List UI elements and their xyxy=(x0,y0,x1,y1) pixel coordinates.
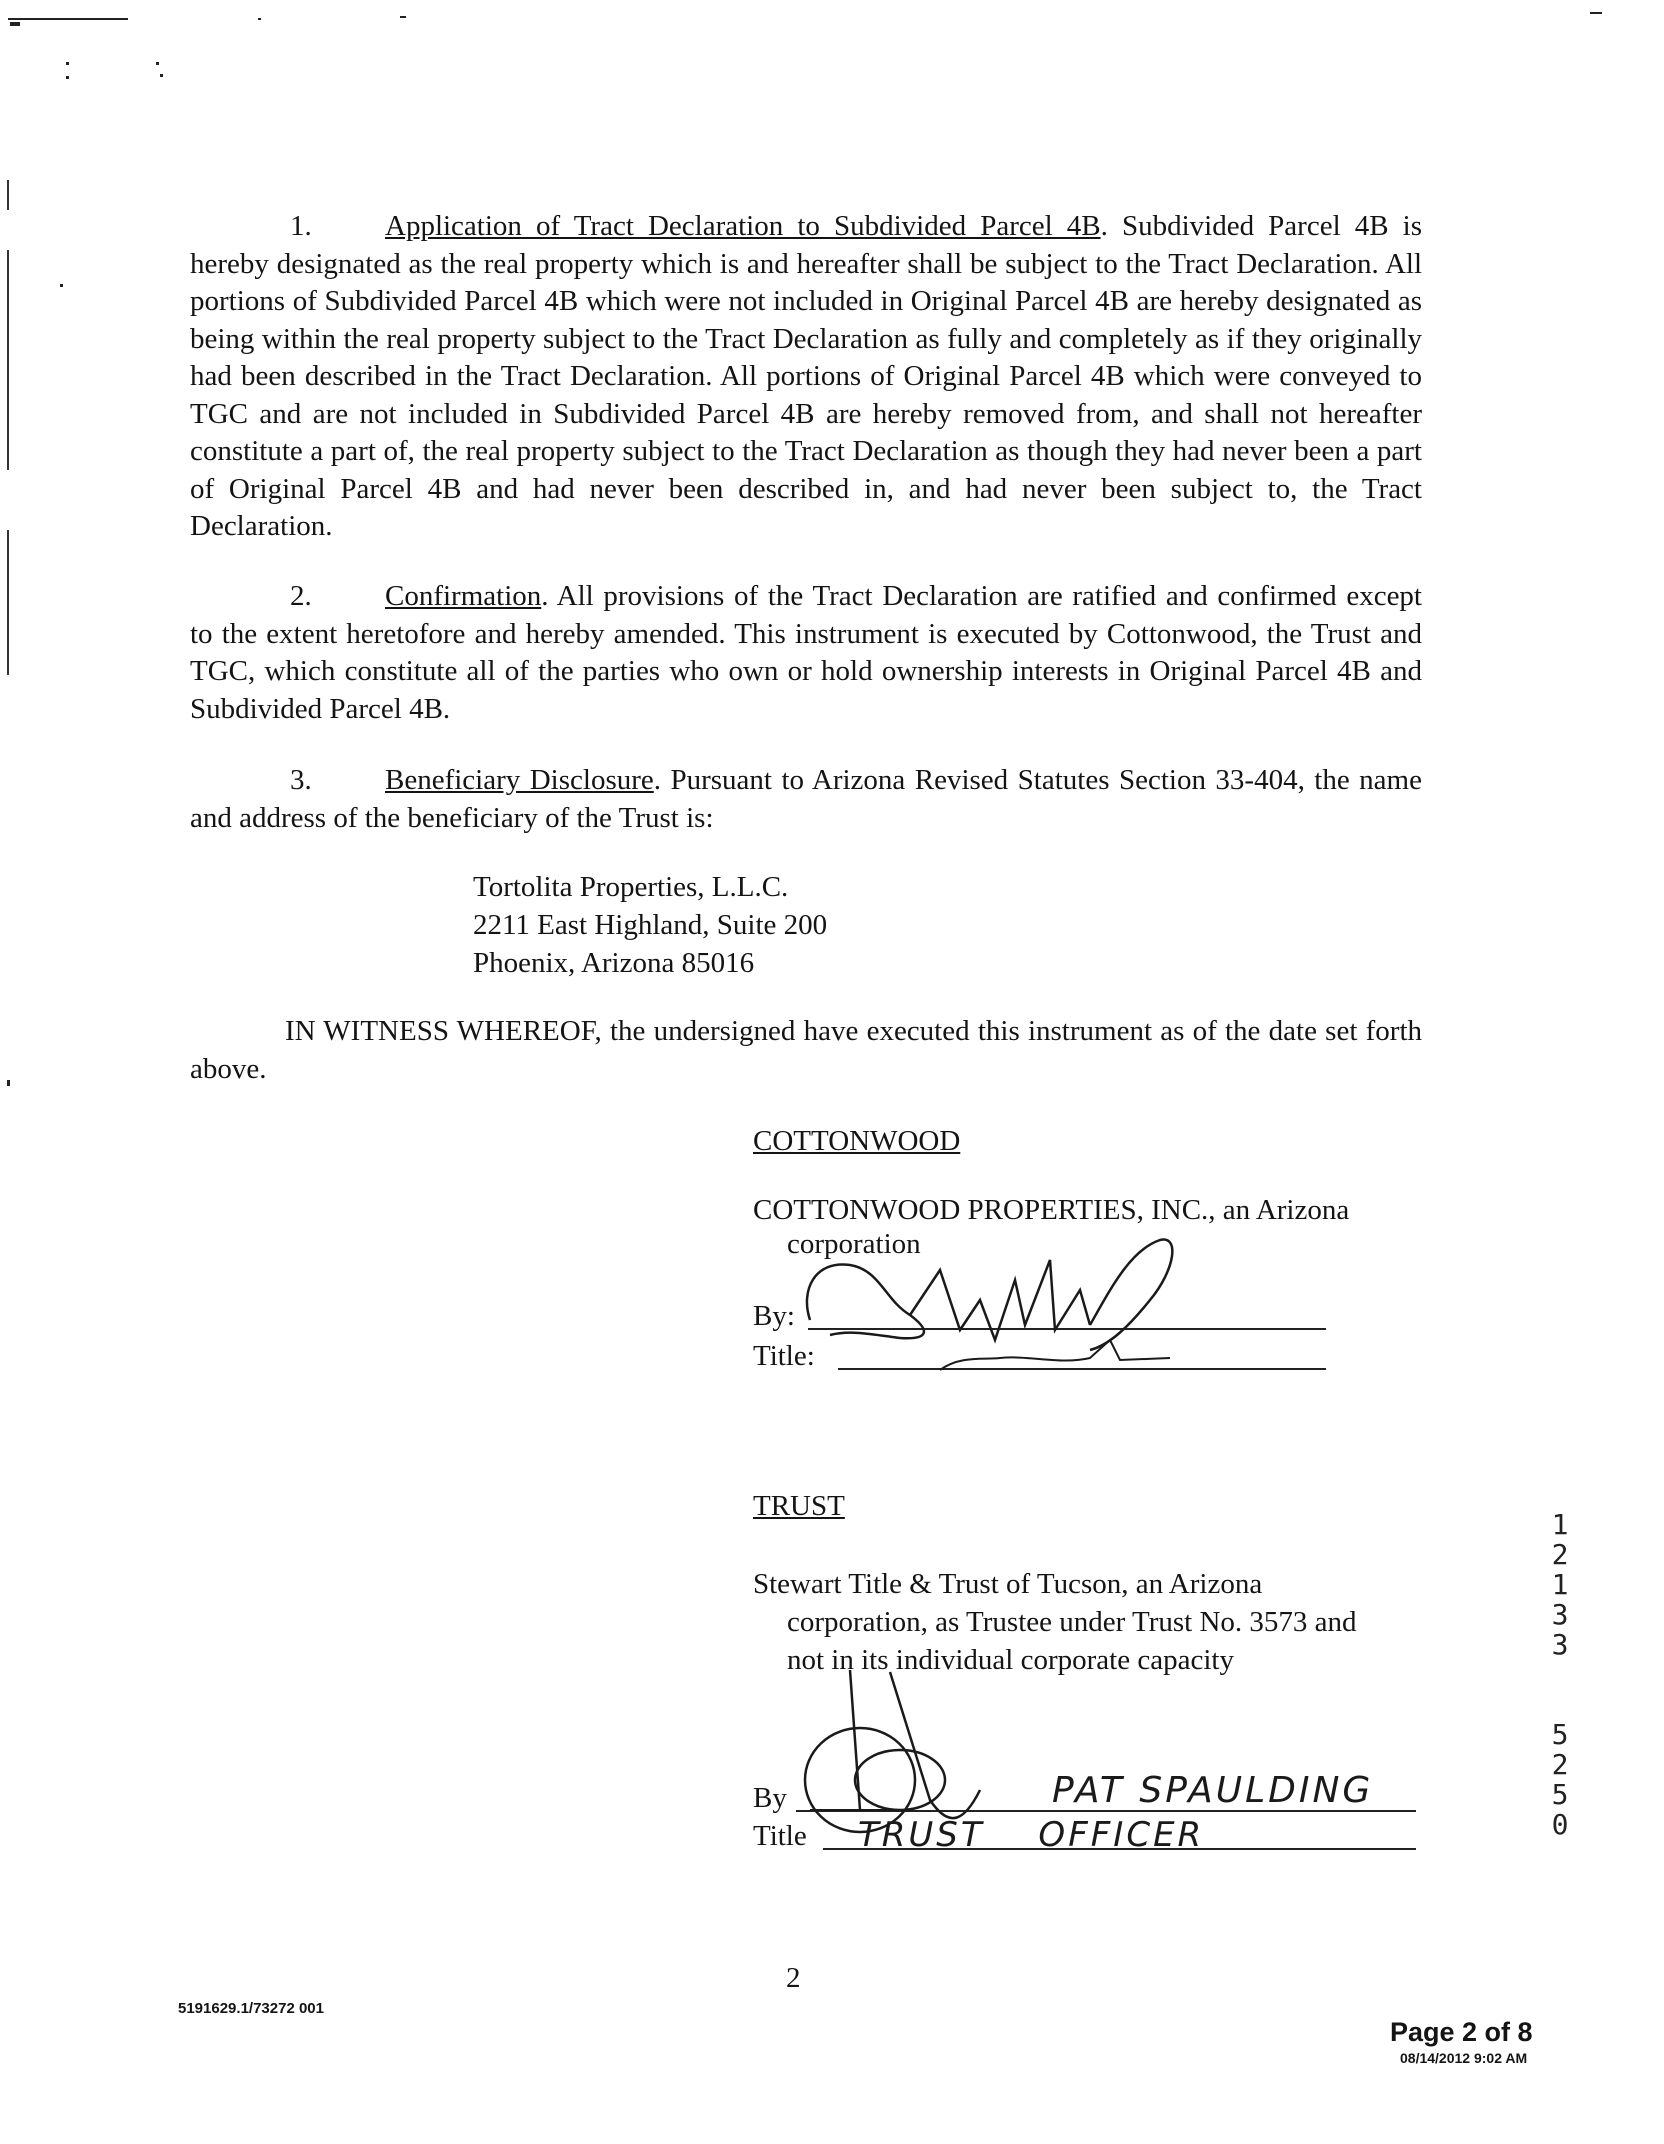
page-number: 2 xyxy=(786,1962,801,1994)
paragraph-text: . Subdivided Parcel 4B is hereby designated as the real property which is and hereafter shall be subject to the Tract Declaration. All portions of Subdivided Parcel 4B which were not included in Original Parcel 4B are hereby designated as being within the real property subject to the Tract Declaration as fully and completely as if they originally had been described in the Tract Declaration. All portions of Original Parcel 4B which were conveyed to TGC and are not included in Subdivided Parcel 4B are hereby removed from, and shall not hereafter constitute a part of, the real property subject to the Tract Declaration as though they had never been a part of Original Parcel 4B and had never been described in, and had never been subject to, the Tract Declaration. xyxy=(190,210,1422,542)
paragraph-2 xyxy=(190,578,1422,728)
scan-artifact-dot xyxy=(66,76,69,79)
paragraph-heading: Application of Tract Declaration to Subdivided Parcel 4B xyxy=(385,210,1101,242)
paragraph-text: . Pursuant to Arizona Revised Statutes Section 33-404, the name and address of the beneficiary of the Trust is: xyxy=(190,764,1422,834)
scan-artifact-dot xyxy=(1590,12,1602,14)
recording-digit: 2 xyxy=(1551,1748,1569,1781)
recording-digit: 2 xyxy=(1551,1538,1569,1571)
scan-artifact-dot xyxy=(66,62,69,65)
recording-digit: 5 xyxy=(1551,1778,1569,1811)
paragraph-number: 1. xyxy=(290,210,312,242)
paragraph-1 xyxy=(190,208,1422,546)
cottonwood-by-label: By: xyxy=(753,1300,795,1332)
recording-digit: 5 xyxy=(1551,1718,1569,1751)
paragraph-text: . All provisions of the Tract Declaration are ratified and confirmed except to the extent heretofore and hereby amended. This instrument is executed by Cottonwood, the Trust and TGC, which constitute all of the parties who own or hold ownership interests in Original Parcel 4B and Subdivided Parcel 4B. xyxy=(190,580,1422,725)
trust-by-label: By xyxy=(753,1782,787,1814)
scan-artifact-dot xyxy=(60,284,63,287)
trust-signature-block xyxy=(753,1487,1357,1679)
paragraph-heading: Beneficiary Disclosure xyxy=(385,764,654,796)
scan-artifact-top-line xyxy=(8,18,128,20)
address-line: 2211 East Highland, Suite 200 xyxy=(473,909,828,941)
cottonwood-entity-line: corporation xyxy=(787,1228,921,1260)
margin-scan-line xyxy=(7,250,9,470)
trust-entity-line: corporation, as Trustee under Trust No. 3573 and xyxy=(787,1606,1357,1638)
paragraph-3 xyxy=(190,762,1422,837)
paragraph-number: 3. xyxy=(290,764,312,796)
margin-scan-line xyxy=(7,530,9,675)
trust-entity-line: Stewart Title & Trust of Tucson, an Arizona xyxy=(753,1568,1263,1600)
trust-title-label: Title xyxy=(753,1820,807,1852)
beneficiary-address xyxy=(473,868,827,982)
document-reference: 5191629.1/73272 001 xyxy=(178,2000,324,2017)
scan-artifact-mark xyxy=(10,22,20,26)
scan-artifact-dot xyxy=(160,74,163,77)
recording-digit: 1 xyxy=(1551,1508,1569,1541)
witness-text: IN WITNESS WHEREOF, the undersigned have executed this instrument as of the date set forth above. xyxy=(190,1015,1422,1085)
cottonwood-signature xyxy=(790,1230,1230,1380)
paragraph-heading: Confirmation xyxy=(385,580,542,612)
margin-scan-line xyxy=(7,180,9,210)
fax-page-label: Page 2 of 8 xyxy=(1390,2017,1533,2047)
scan-artifact-dot xyxy=(156,62,159,65)
cottonwood-heading: COTTONWOOD xyxy=(753,1125,961,1157)
cottonwood-title-label: Title: xyxy=(753,1340,815,1372)
trust-heading: TRUST xyxy=(753,1490,845,1522)
trust-handwritten-title: TRUST OFFICER xyxy=(858,1815,1205,1855)
trust-handwritten-name: PAT SPAULDING xyxy=(1052,1770,1374,1811)
recording-digit: 1 xyxy=(1551,1568,1569,1601)
address-line: Phoenix, Arizona 85016 xyxy=(473,947,755,979)
paragraph-number: 2. xyxy=(290,580,312,612)
trust-entity-line: not in its individual corporate capacity xyxy=(787,1644,1234,1676)
scan-artifact-dot xyxy=(258,18,261,20)
recording-digit: 0 xyxy=(1551,1808,1569,1841)
recording-digit: 3 xyxy=(1551,1598,1569,1631)
scan-artifact-dot xyxy=(400,16,406,18)
recording-digit: 3 xyxy=(1551,1628,1569,1661)
cottonwood-entity-line: COTTONWOOD PROPERTIES, INC., an Arizona xyxy=(753,1194,1350,1226)
address-line: Tortolita Properties, L.L.C. xyxy=(473,871,789,903)
scan-artifact-dot xyxy=(7,1080,10,1086)
fax-timestamp: 08/14/2012 9:02 AM xyxy=(1400,2050,1528,2066)
recording-number xyxy=(1547,1510,1573,1840)
witness-clause xyxy=(190,1012,1422,1088)
